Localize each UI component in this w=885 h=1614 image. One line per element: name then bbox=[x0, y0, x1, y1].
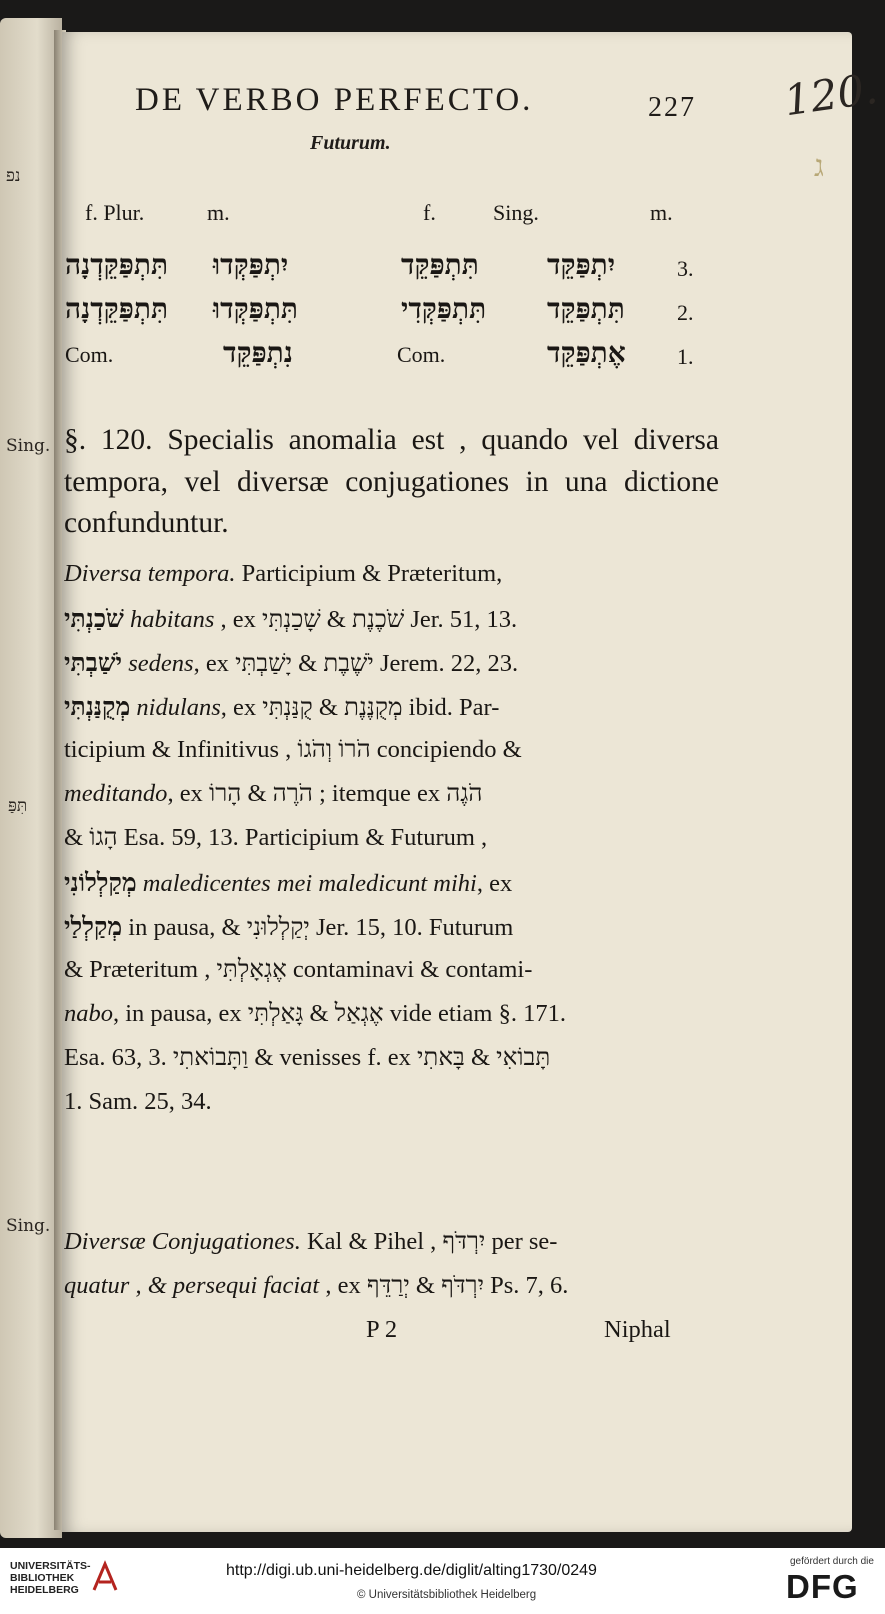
cell-sing-m: תִּתְפַּקֵּד bbox=[547, 292, 625, 325]
handwritten-page-number: 120. bbox=[781, 63, 881, 126]
line-italic: habitans bbox=[123, 606, 215, 633]
source-url-link[interactable]: http://digi.ub.uni-heidelberg.de/diglit/alting1730/0249 bbox=[226, 1562, 597, 1579]
example-line bbox=[64, 1000, 719, 1042]
line-text: Esa. 63, 3. וַתָּבוֹאתִי & venisses f. ex תָּבוֹאִי & בָּאתִי bbox=[64, 1044, 551, 1071]
example-line bbox=[64, 868, 719, 910]
table-row bbox=[65, 336, 715, 382]
header-f-sing: f. bbox=[423, 200, 436, 225]
page-number: 227 bbox=[648, 92, 696, 123]
line-text: , ex יֹשֶׁבֶת & יָשַׁבְתִּי Jerem. 22, 23. bbox=[193, 650, 519, 677]
facing-text: Sing. bbox=[6, 1216, 51, 1236]
cell-sing-f: Com. bbox=[397, 342, 446, 367]
table-row bbox=[65, 248, 715, 294]
line-hebrew: מְקֻנַּנְתִּי bbox=[64, 692, 131, 721]
facing-text: Sing. bbox=[6, 436, 51, 456]
cell-plur-f: Com. bbox=[65, 342, 114, 367]
catchword: Niphal bbox=[604, 1316, 671, 1343]
example-line bbox=[64, 692, 719, 734]
line-italic: quatur , & persequi faciat bbox=[64, 1272, 320, 1299]
example-line bbox=[64, 648, 719, 690]
line-italic: nidulans bbox=[130, 694, 221, 721]
line-hebrew: יֹשַׁבְתִּי bbox=[64, 648, 123, 677]
facing-text: נפ bbox=[6, 166, 21, 186]
line-italic: Diversæ Conjugationes. bbox=[64, 1228, 301, 1255]
line-text: , ex שֹׁכֶנֶת & שָׁכַנְתִּי Jer. 51, 13. bbox=[214, 606, 518, 633]
example-line bbox=[64, 1044, 719, 1086]
conjugations-line-1 bbox=[64, 1228, 719, 1270]
signature-mark: P 2 bbox=[366, 1316, 398, 1343]
funded-by-text: gefördert durch die bbox=[790, 1556, 874, 1567]
footer-bar bbox=[0, 1548, 885, 1614]
line-text: Kal & Pihel , יִרְדֹּף per se- bbox=[300, 1228, 558, 1255]
line-italic: sedens bbox=[122, 650, 194, 677]
cell-sing-m: יִתְפַּקֵּד bbox=[547, 248, 616, 281]
running-title: DE VERBO PERFECTO. bbox=[135, 82, 534, 118]
line-text: , in pausa, ex אֶגְאַל & גָּאַלְתִּי vide etiam §. 171. bbox=[113, 1000, 566, 1027]
example-line bbox=[64, 560, 719, 602]
header-m-sing: m. bbox=[650, 200, 673, 225]
example-line bbox=[64, 780, 719, 822]
header-sing: Sing. bbox=[493, 200, 539, 225]
line-text: Participium & Præteritum, bbox=[235, 560, 503, 587]
table-row bbox=[65, 292, 715, 338]
line-hebrew: מְקַלְלוֹנִי bbox=[64, 868, 137, 897]
cell-person: 3. bbox=[677, 256, 694, 281]
line-text: & הָגוֹ Esa. 59, 13. Participium & Futurum , bbox=[64, 824, 488, 851]
example-line bbox=[64, 1088, 719, 1130]
dfg-logo: DFG bbox=[786, 1568, 859, 1605]
line-hebrew: שֹׁכַנְתִּי bbox=[64, 604, 124, 633]
example-line bbox=[64, 604, 719, 646]
facing-text: תִּפַּ bbox=[8, 796, 28, 816]
line-hebrew: מְקַלְלַי bbox=[64, 912, 123, 941]
university-logo-text: UNIVERSITÄTS-BIBLIOTHEK HEIDELBERG bbox=[10, 1560, 91, 1596]
table-header-row bbox=[65, 200, 715, 246]
example-line bbox=[64, 912, 719, 954]
cell-plur-m: תִּתְפַּקְּדוּ bbox=[213, 292, 298, 325]
example-line bbox=[64, 824, 719, 866]
line-italic: meditando bbox=[64, 780, 168, 807]
cell-plur-f: תִּתְפַּקֵּדְנָה bbox=[65, 248, 169, 281]
line-italic: Diversa tempora. bbox=[64, 560, 236, 587]
signature-line bbox=[64, 1316, 719, 1358]
header-f-plur: f. Plur. bbox=[85, 200, 145, 225]
copyright-text: © Universitätsbibliothek Heidelberg bbox=[357, 1589, 537, 1601]
line-text: in pausa, & יְקַלְלוּנִי Jer. 15, 10. Futurum bbox=[122, 914, 514, 941]
cell-person: 2. bbox=[677, 300, 694, 325]
cell-plur-f: תִּתְפַּקֵּדְנָה bbox=[65, 292, 169, 325]
cell-plur-m: נִתְפַּקֵּד bbox=[223, 336, 293, 369]
subheading: Futurum. bbox=[310, 132, 391, 154]
example-line bbox=[64, 736, 719, 778]
line-text: , ex מְקֻנֶּנֶת & קֻנַּנְתִּי ibid. Par- bbox=[220, 694, 500, 721]
facing-page-edge bbox=[0, 18, 62, 1538]
cell-sing-f: תִּתְפַּקְּדִי bbox=[401, 292, 487, 325]
cell-person: 1. bbox=[677, 344, 694, 369]
example-line bbox=[64, 956, 719, 998]
line-text: , ex bbox=[476, 870, 513, 897]
line-text: , ex יִרְדֹּף & יְרַדֵּף Ps. 7, 6. bbox=[319, 1272, 569, 1299]
university-logo-icon bbox=[90, 1560, 120, 1594]
line-text: 1. Sam. 25, 34. bbox=[64, 1088, 212, 1115]
cell-plur-m: יִתְפַּקְּדוּ bbox=[213, 248, 289, 281]
line-italic: maledicentes mei maledicunt mihi bbox=[136, 870, 477, 897]
line-italic: nabo bbox=[64, 1000, 113, 1027]
pencil-mark: ג bbox=[814, 149, 824, 184]
header-m-plur: m. bbox=[207, 200, 230, 225]
line-text: , ex הֹרֶה & הָרוֹ ; itemque ex הֹגֶה bbox=[167, 780, 483, 807]
conjugations-line-2 bbox=[64, 1272, 719, 1314]
cell-sing-f: תִּתְפַּקֵּד bbox=[401, 248, 479, 281]
line-text: & Præteritum , אֶגְאָלְתִּי contaminavi & contami- bbox=[64, 956, 533, 983]
cell-sing-m: אֶתְפַּקֵּד bbox=[547, 336, 626, 369]
section-120-paragraph: §. 120. Specialis anomalia est , quando vel diversa tempora, vel diversæ conjugationes in una dictione confunduntur. bbox=[64, 424, 719, 539]
line-text: ticipium & Infinitivus , הֹרוֹ וְהֹגוֹ concipiendo & bbox=[64, 736, 522, 763]
